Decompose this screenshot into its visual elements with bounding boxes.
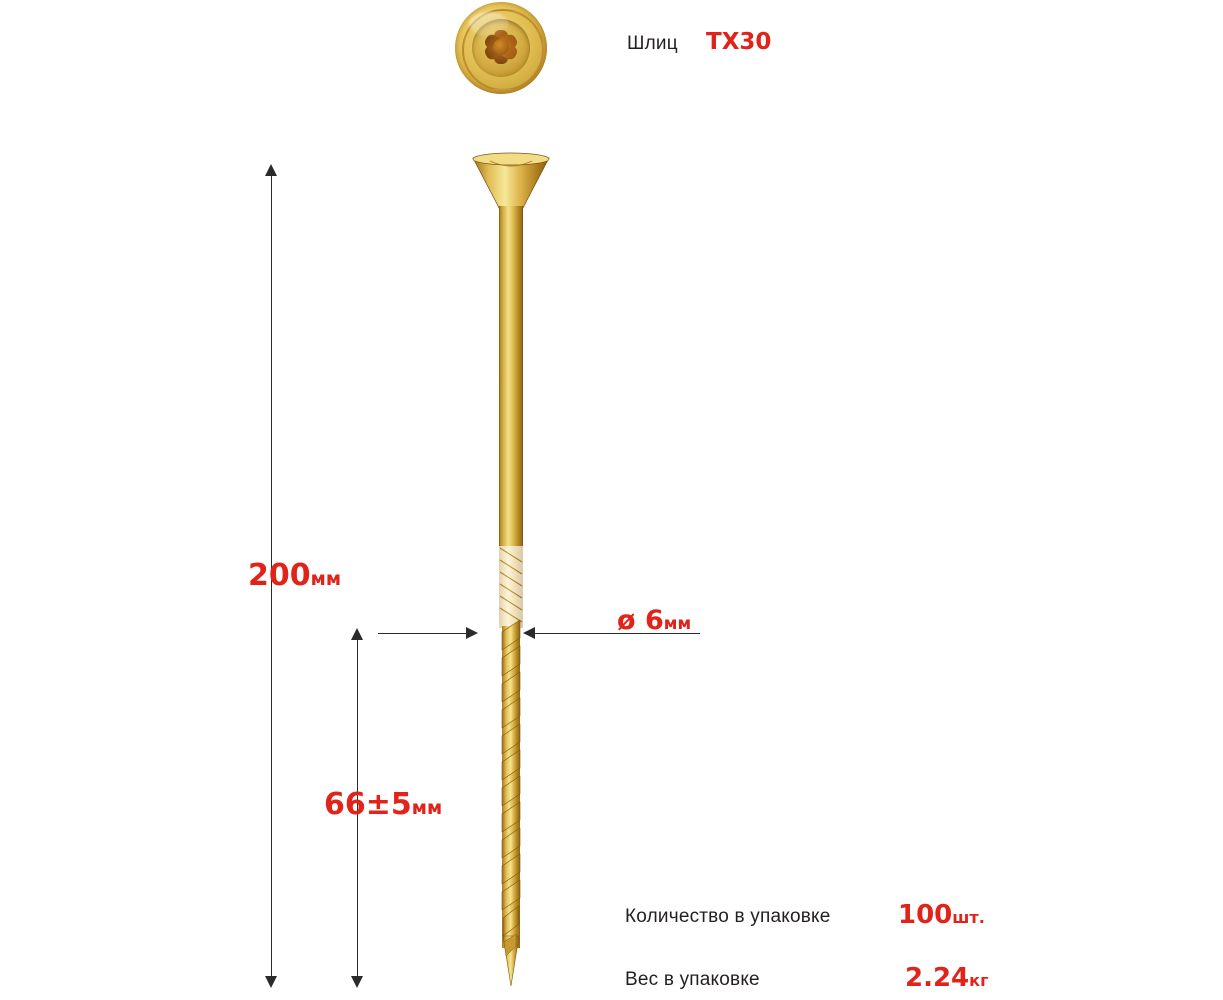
screw-head-top-view-icon [455,2,547,94]
thread-length-number: 66±5 [324,787,412,822]
thread-length-value [324,787,442,822]
thread-arrow-bottom [351,976,363,988]
diameter-value [617,605,691,636]
diameter-arrow-right [523,627,535,639]
length-number: 200 [248,558,311,593]
package-quantity-value [898,900,985,930]
diameter-unit: мм [663,613,692,633]
package-weight-unit: кг [969,971,989,990]
diameter-arrow-left [466,627,478,639]
slot-label: Шлиц [627,33,678,54]
package-quantity-number: 100 [898,900,953,930]
thread-length-unit: мм [411,798,443,819]
head-highlight [469,12,509,36]
diameter-number: 6 [644,605,664,636]
length-unit: мм [310,569,342,590]
diameter-line-left [378,633,468,634]
package-weight-label: Вес в упаковке [625,969,760,990]
diameter-symbol: ø [617,605,636,636]
length-arrow-bottom [265,976,277,988]
screw-side-view [470,150,552,990]
package-weight-value [905,963,989,993]
package-quantity-label: Количество в упаковке [625,906,831,927]
package-weight-number: 2.24 [905,963,970,993]
slot-value: TX30 [706,29,772,55]
length-value [248,558,341,593]
package-quantity-unit: шт. [952,908,985,927]
